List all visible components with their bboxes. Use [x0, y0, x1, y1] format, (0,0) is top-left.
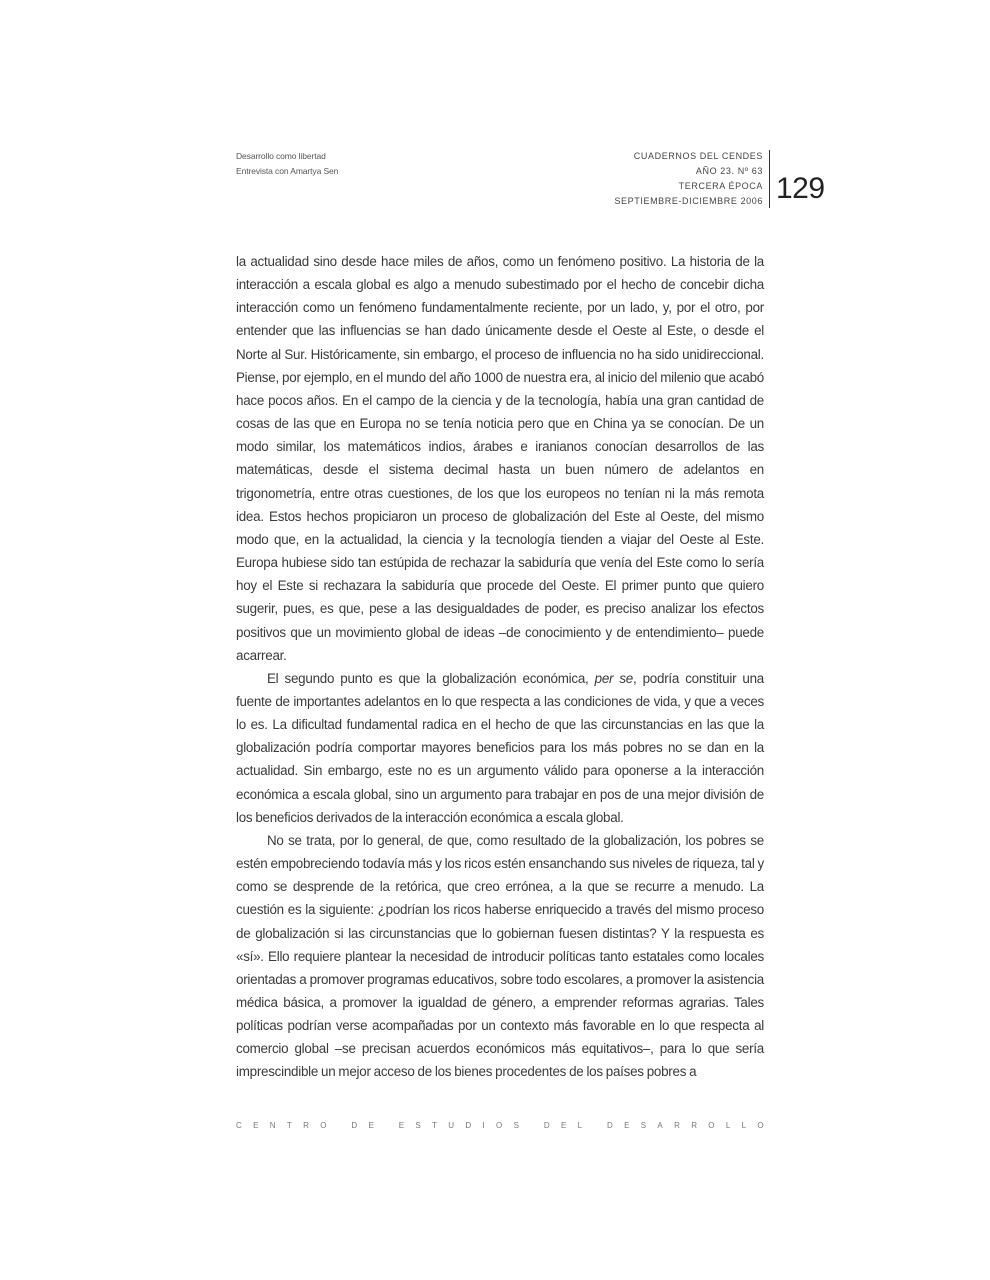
footer-space — [338, 1121, 340, 1130]
footer-letter: O — [708, 1121, 715, 1130]
footer-letter: R — [674, 1121, 680, 1130]
footer-letter: O — [757, 1121, 764, 1130]
running-footer — [236, 1121, 764, 1130]
footer-letter: I — [482, 1121, 485, 1130]
footer-letter: T — [286, 1121, 292, 1130]
journal-epoch: TERCERA ÉPOCA — [678, 181, 763, 191]
footer-letter: E — [368, 1121, 374, 1130]
journal-volume: AÑO 23. Nº 63 — [695, 166, 763, 176]
paragraph-2-start: El segundo punto es que la globalización económica, — [267, 670, 595, 686]
footer-space — [593, 1121, 595, 1130]
paragraph-2 — [236, 667, 764, 829]
header-divider — [769, 150, 770, 208]
footer-letter: L — [725, 1121, 731, 1130]
paragraph-3: No se trata, por lo general, de que, como resultado de la globalización, los pobres se estén empobreciendo todavía más y los ricos estén ensanchando sus niveles de riqueza, tal y como se desprende de la retórica, que creo errónea, a la que se recurre a menudo. La cuestión es la siguiente: ¿podrían los ricos haberse enriquecido a través del mismo proceso de globalización si las circunstancias que lo gobiernan fuesen distintas? Y la respuesta es «sí». Ello requiere plantear la necesidad de introducir políticas tanto estatales como locales orientadas a promover programas educativos, sobre todo escolares, a promover la asistencia médica básica, a promover la igualdad de género, a emprender reformas agrarias. Tales políticas podrían verse acompañadas por un contexto más favorable en lo que respecta al comercio global –se precisan acuerdos económicos más equitativos–, para lo que sería imprescindible un mejor acceso de los bienes procedentes de los países pobres a — [236, 832, 764, 1080]
footer-letter: S — [513, 1121, 519, 1130]
journal-date: SEPTIEMBRE-DICIEMBRE 2006 — [614, 196, 763, 206]
footer-letter: A — [657, 1121, 663, 1130]
body-text — [236, 250, 764, 1084]
footer-letter: E — [253, 1121, 259, 1130]
footer-letter: U — [448, 1121, 455, 1130]
footer-letter: O — [320, 1121, 327, 1130]
footer-letter: L — [577, 1121, 583, 1130]
article-subtitle: Entrevista con Amartya Sen — [236, 166, 339, 176]
footer-letter: R — [691, 1121, 697, 1130]
footer-letter: N — [269, 1121, 276, 1130]
footer-letter: D — [465, 1121, 472, 1130]
paragraph-2-italic: per se — [594, 670, 633, 686]
paragraph-2-end: , podría constituir una fuente de importantes adelantos en lo que respecta a las condiciones de vida, y que a veces lo es. La dificultad fundamental radica en el hecho de que las circunstancias en las que la globalización podría comportar mayores beneficios para los más pobres no se dan en la actualidad. Sin embargo, este no es un argumento válido para oponerse a la interacción económica a escala global, sino un argumento para trabajar en pos de una mejor división de los beneficios derivados de la interacción económica a escala global. — [236, 670, 764, 825]
running-header-right — [614, 149, 763, 209]
footer-letter: D — [606, 1121, 613, 1130]
footer-letter: L — [741, 1121, 747, 1130]
paragraph-1: la actualidad sino desde hace miles de años, como un fenómeno positivo. La historia de la interacción a escala global es algo a menudo subestimado por el hecho de concebir dicha interacción como un fenómeno fundamentalmente reciente, por un lado, y, por el otro, por entender que las influencias se han dado únicamente desde el Oeste al Este, o desde el Norte al Sur. Históricamente, sin embargo, el proceso de influencia no ha sido unidireccional. Piense, por ejemplo, en el mundo del año 1000 de nuestra era, al inicio del milenio que acabó hace pocos años. En el campo de la ciencia y de la tecnología, había una gran cantidad de cosas de las que en Europa no se tenía noticia pero que en China ya se conocían. De un modo similar, los matemáticos indios, árabes e iranianos conocían desarrollos de las matemáticas, desde el sistema decimal hasta un buen número de adelantos en trigonometría, entre otras cuestiones, de los que los europeos no tenían ni la más remota idea. Estos hechos propiciaron un proceso de globalización del Este al Oeste, del mismo modo que, en la actualidad, la ciencia y la tecnología tienden a viajar del Oeste al Este. Europa hubiese sido tan estúpida de rechazar la sabiduría que venía del Este como lo sería hoy el Este si rechazara la sabiduría que procede del Oeste. El primer punto que quiero sugerir, pues, es que, pese a las desigualdades de poder, es preciso analizar los efectos positivos que un movimiento global de ideas –de conocimiento y de entendimiento– puede acarrear. — [236, 254, 764, 663]
footer-letter: T — [432, 1121, 437, 1130]
footer-letter: S — [415, 1121, 421, 1130]
footer-letter: C — [236, 1121, 242, 1130]
footer-letter: E — [398, 1121, 405, 1130]
journal-name: CUADERNOS DEL CENDES — [633, 151, 763, 161]
footer-letter: S — [640, 1121, 647, 1130]
footer-letter: E — [560, 1121, 567, 1130]
footer-letter: D — [543, 1121, 550, 1130]
page-number: 129 — [776, 172, 825, 205]
footer-letter: R — [303, 1121, 309, 1130]
running-header-left — [236, 149, 338, 179]
footer-letter: E — [624, 1121, 630, 1130]
footer-letter: O — [496, 1121, 503, 1130]
footer-space — [385, 1121, 387, 1130]
footer-space — [530, 1121, 532, 1130]
footer-letter: D — [351, 1121, 358, 1130]
article-title: Desarrollo como libertad — [236, 151, 326, 161]
